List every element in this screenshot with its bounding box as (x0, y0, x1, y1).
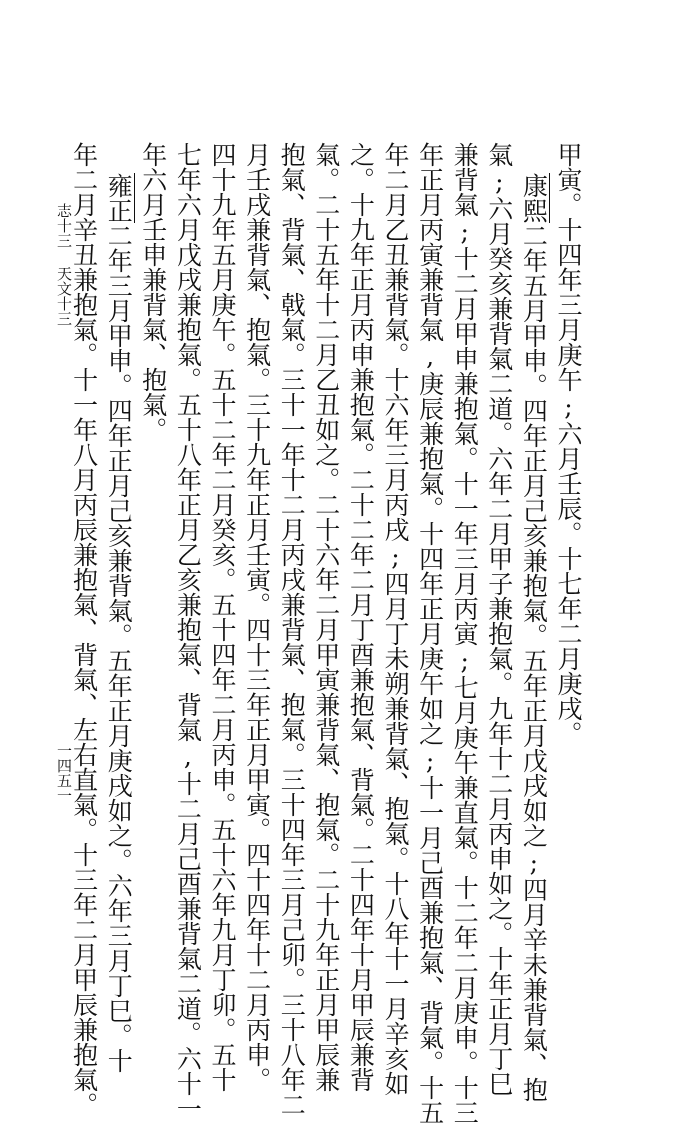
text-column (477, 142, 515, 1096)
text-column (338, 142, 376, 1092)
running-head-section: 天文十三 (55, 266, 73, 326)
text-column (304, 142, 342, 1092)
column-text: 年二月辛丑兼抱氣。十一年八月丙辰兼抱氣、背氣、左右直氣。十三年二月甲辰兼抱氣。 (69, 142, 99, 1117)
running-head-volume: 志十三 (55, 203, 73, 248)
text-column (269, 142, 307, 1117)
text-column (165, 142, 203, 1121)
text-column (131, 142, 169, 442)
column-text: 月壬戌兼背氣、抱氣。三十九年正月壬寅。四十三年正月甲寅。四十四年十二月丙申。 (242, 142, 272, 1092)
column-text: 四十九年五月庚午。五十二年二月癸亥。五十四年二月丙申。五十六年九月丁卯。五十 (208, 142, 237, 1092)
reign-name: 康熙 (519, 173, 549, 224)
text-column (546, 142, 584, 746)
column-text: 兼背氣;十二月甲申兼抱氣。十一年三月丙寅;七月庚午兼直氣。十二年二月庚申。十三 (450, 142, 480, 1125)
text-column (96, 173, 134, 1073)
page-number (55, 743, 73, 803)
page-number-text: 一四五一 (55, 743, 73, 803)
text-column (408, 142, 446, 1125)
running-head (55, 203, 73, 326)
column-text: 七年六月戊戌兼抱氣。五十八年正月乙亥兼抱氣、背氣,十二月己酉兼背氣二道。六十一 (173, 142, 203, 1121)
column-text: 二年五月甲申。四年正月己亥兼抱氣。五年正月戊戌如之;四月辛未兼背氣、抱 (519, 223, 549, 1103)
column-text: 年正月丙寅兼背氣,庚辰兼抱氣。十四年正月庚午如之;十一月己酉兼抱氣、背氣。十五 (415, 142, 445, 1125)
column-text: 年六月壬申兼背氣、抱氣。 (138, 142, 168, 442)
text-column (511, 173, 549, 1102)
column-text: 甲寅。十四年三月庚午;六月壬辰。十七年二月庚戌。 (554, 142, 583, 746)
column-text: 年二月乙丑兼背氣。十六年三月丙戌;四月丁未朔兼背氣、抱氣。十八年十一月辛亥如 (381, 142, 410, 1096)
column-text: 氣。二十五年十二月乙丑如之。二十六年二月甲寅兼背氣、抱氣。二十九年正月甲辰兼 (311, 142, 341, 1092)
text-column (235, 142, 273, 1092)
reign-name: 雍正 (104, 173, 134, 224)
column-text: 抱氣、背氣、戟氣。三十一年十二月丙戌兼背氣、抱氣。三十四年三月己卯。三十八年二 (277, 142, 307, 1117)
column-text: 氣;六月癸亥兼背氣二道。六年二月甲子兼抱氣。九年十二月丙申如之。十年正月丁巳 (484, 142, 514, 1096)
text-column (200, 142, 238, 1092)
text-column (442, 142, 480, 1125)
text-column (373, 142, 411, 1096)
column-text: 二年三月甲申。四年正月己亥兼背氣。五年正月庚戌如之。六年三月丁巳。十 (104, 223, 134, 1074)
column-text: 之。十九年正月丙申兼抱氣。二十二年二月丁酉兼抱氣、背氣。二十四年十月甲辰兼背 (346, 142, 376, 1092)
